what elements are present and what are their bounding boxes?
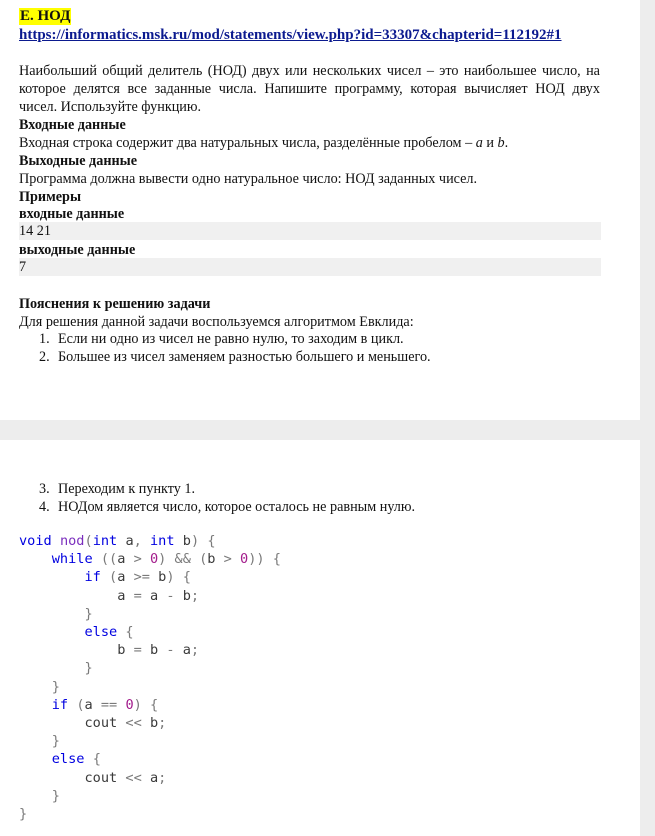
conjunction: и: [486, 135, 494, 151]
list-item-number: 4.: [39, 499, 50, 515]
problem-url-link[interactable]: https://informatics.msk.ru/mod/statements/view.php?id=33307&chapterid=112192#1: [19, 27, 562, 43]
code-line: cout << b;: [84, 715, 167, 732]
code-line: if (a == 0) {: [51, 696, 159, 713]
solution-intro: Для решения данной задачи воспользуемся алгоритмом Евклида:: [19, 314, 414, 330]
example-output-label: выходные данные: [19, 242, 136, 258]
variable-a: a: [475, 135, 483, 151]
input-description-end: .: [504, 135, 509, 151]
code-line: else {: [84, 624, 134, 641]
list-item-text: Если ни одно из чисел не равно нулю, то заходим в цикл.: [58, 331, 404, 347]
input-heading: Входные данные: [19, 117, 126, 133]
code-line: }: [51, 787, 60, 804]
document-page-1: [0, 0, 640, 420]
output-description: Программа должна вывести одно натуральное число: НОД заданных чисел.: [19, 171, 478, 187]
problem-statement: Наибольший общий делитель (НОД) двух или нескольких чисел – это наибольшее число, на которое делятся все заданные числа. Напишите программу, которая вычисляет НОД двух чисел. Используйте функцию.: [19, 63, 600, 115]
document-page-2: [0, 440, 640, 836]
list-item: [39, 348, 431, 366]
input-description: [19, 134, 508, 152]
code-line: if (a >= b) {: [84, 569, 191, 586]
code-block: [19, 532, 281, 823]
code-line: cout << a;: [84, 769, 167, 786]
code-line: }: [84, 660, 93, 677]
example-input-box: 14 21: [19, 222, 601, 240]
variable-b: b: [497, 135, 505, 151]
code-line: b = b - a;: [117, 642, 200, 659]
examples-heading: Примеры: [19, 189, 82, 205]
code-line: else {: [51, 751, 101, 768]
code-line: a = a - b;: [117, 587, 200, 604]
list-item: [39, 480, 195, 498]
code-line: }: [51, 733, 60, 750]
example-output-box: 7: [19, 258, 601, 276]
solution-heading: Пояснения к решению задачи: [19, 296, 211, 312]
list-item-text: Большее из чисел заменяем разностью большего и меньшего.: [58, 349, 431, 365]
list-item-number: 3.: [39, 481, 50, 497]
list-item: [39, 498, 415, 516]
code-line: while ((a > 0) && (b > 0)) {: [51, 551, 281, 568]
code-line: void nod(int a, int b) {: [19, 533, 216, 549]
list-item-text: Переходим к пункту 1.: [58, 481, 196, 497]
list-item: [39, 330, 404, 348]
code-line: }: [51, 678, 60, 695]
code-line: }: [84, 605, 93, 622]
input-description-text: Входная строка содержит два натуральных числа, разделённые пробелом –: [19, 135, 473, 151]
list-item-text: НОДом является число, которое осталось не равным нулю.: [58, 499, 416, 515]
list-item-number: 2.: [39, 349, 50, 365]
example-input-label: входные данные: [19, 206, 125, 222]
output-heading: Выходные данные: [19, 153, 138, 169]
list-item-number: 1.: [39, 331, 50, 347]
code-line: }: [19, 806, 28, 823]
problem-title: Е. НОД: [20, 8, 71, 24]
